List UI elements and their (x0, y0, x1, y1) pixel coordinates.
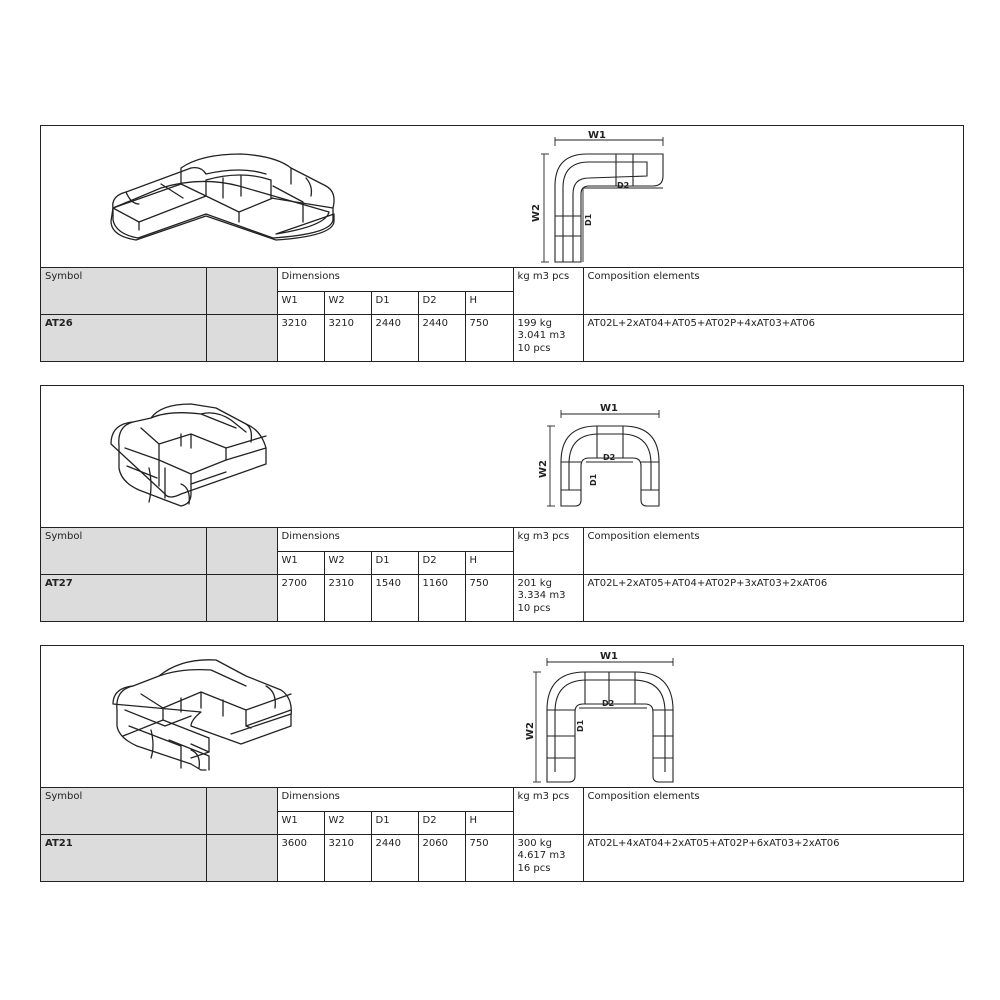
value-w2: 3210 (324, 834, 371, 881)
d2-header: D2 (418, 291, 465, 314)
w1-header: W1 (277, 291, 324, 314)
dimensions-header: Dimensions (277, 788, 513, 811)
value-w2: 3210 (324, 314, 371, 361)
plan-dimension-drawing (41, 126, 962, 267)
symbol-header: Symbol (41, 528, 206, 574)
composition-value: AT02L+2xAT05+AT04+AT02P+3xAT03+2xAT06 (583, 574, 963, 621)
product-illustration-area (41, 386, 963, 528)
value-kg: 300 kg (517, 837, 552, 849)
value-h: 750 (465, 834, 513, 881)
value-m3: 3.334 m3 (517, 590, 566, 601)
value-w2: 2310 (324, 574, 371, 621)
composition-value: AT02L+4xAT04+2xAT05+AT02P+6xAT03+2xAT06 (583, 834, 963, 881)
product-block-at21 (40, 645, 964, 882)
pack-header: kg m3 pcs (513, 788, 583, 834)
value-d1: 2440 (371, 834, 418, 881)
value-m3: 4.617 m3 (517, 850, 566, 861)
value-h: 750 (465, 314, 513, 361)
pack-values (513, 574, 583, 621)
plan-label-d2: D2 (603, 453, 616, 462)
w1-header: W1 (277, 811, 324, 834)
h-header: H (465, 291, 513, 314)
dimensions-header: Dimensions (277, 528, 513, 551)
product-block-at26 (40, 125, 964, 362)
pack-values (513, 834, 583, 881)
value-d2: 2060 (418, 834, 465, 881)
h-header: H (465, 551, 513, 574)
image-cell (206, 834, 277, 881)
value-h: 750 (465, 574, 513, 621)
d2-header: D2 (418, 811, 465, 834)
pack-header: kg m3 pcs (513, 528, 583, 574)
w2-header: W2 (324, 551, 371, 574)
image-cell (206, 528, 277, 574)
dimensions-header: Dimensions (277, 268, 513, 291)
image-cell (206, 268, 277, 314)
product-code: AT26 (41, 314, 206, 361)
plan-label-d1: D1 (584, 213, 593, 226)
d1-header: D1 (371, 551, 418, 574)
composition-value: AT02L+2xAT04+AT05+AT02P+4xAT03+AT06 (583, 314, 963, 361)
composition-header: Composition elements (583, 528, 963, 574)
value-pcs: 16 pcs (517, 862, 551, 874)
plan-label-w2: W2 (531, 204, 542, 222)
image-cell (206, 314, 277, 361)
value-d1: 1540 (371, 574, 418, 621)
w1-header: W1 (277, 551, 324, 574)
plan-label-w1: W1 (600, 651, 618, 662)
plan-dimension-drawing (41, 386, 962, 527)
composition-header: Composition elements (583, 268, 963, 314)
product-illustration-area (41, 646, 963, 788)
d2-header: D2 (418, 551, 465, 574)
pack-values (513, 314, 583, 361)
value-kg: 199 kg (517, 317, 552, 329)
value-w1: 3210 (277, 314, 324, 361)
value-m3: 3.041 m3 (517, 330, 566, 341)
w2-header: W2 (324, 811, 371, 834)
plan-label-d1: D1 (589, 473, 598, 486)
product-code: AT27 (41, 574, 206, 621)
plan-label-w1: W1 (588, 130, 606, 141)
value-d2: 2440 (418, 314, 465, 361)
value-w1: 3600 (277, 834, 324, 881)
value-pcs: 10 pcs (517, 342, 551, 354)
value-d1: 2440 (371, 314, 418, 361)
value-pcs: 10 pcs (517, 602, 551, 614)
plan-label-d1: D1 (576, 719, 585, 732)
image-cell (206, 574, 277, 621)
value-d2: 1160 (418, 574, 465, 621)
plan-label-w2: W2 (538, 460, 549, 478)
image-cell (206, 788, 277, 834)
w2-header: W2 (324, 291, 371, 314)
value-w1: 2700 (277, 574, 324, 621)
symbol-header: Symbol (41, 268, 206, 314)
product-code: AT21 (41, 834, 206, 881)
plan-label-d2: D2 (617, 181, 630, 190)
d1-header: D1 (371, 291, 418, 314)
h-header: H (465, 811, 513, 834)
plan-dimension-drawing (41, 646, 962, 787)
spec-table (41, 788, 963, 881)
spec-table (41, 268, 963, 361)
spec-table (41, 528, 963, 621)
plan-label-d2: D2 (602, 699, 615, 708)
plan-label-w1: W1 (600, 403, 618, 414)
plan-label-w2: W2 (525, 722, 536, 740)
d1-header: D1 (371, 811, 418, 834)
pack-header: kg m3 pcs (513, 268, 583, 314)
symbol-header: Symbol (41, 788, 206, 834)
value-kg: 201 kg (517, 577, 552, 589)
product-block-at27 (40, 385, 964, 622)
composition-header: Composition elements (583, 788, 963, 834)
product-illustration-area (41, 126, 963, 268)
